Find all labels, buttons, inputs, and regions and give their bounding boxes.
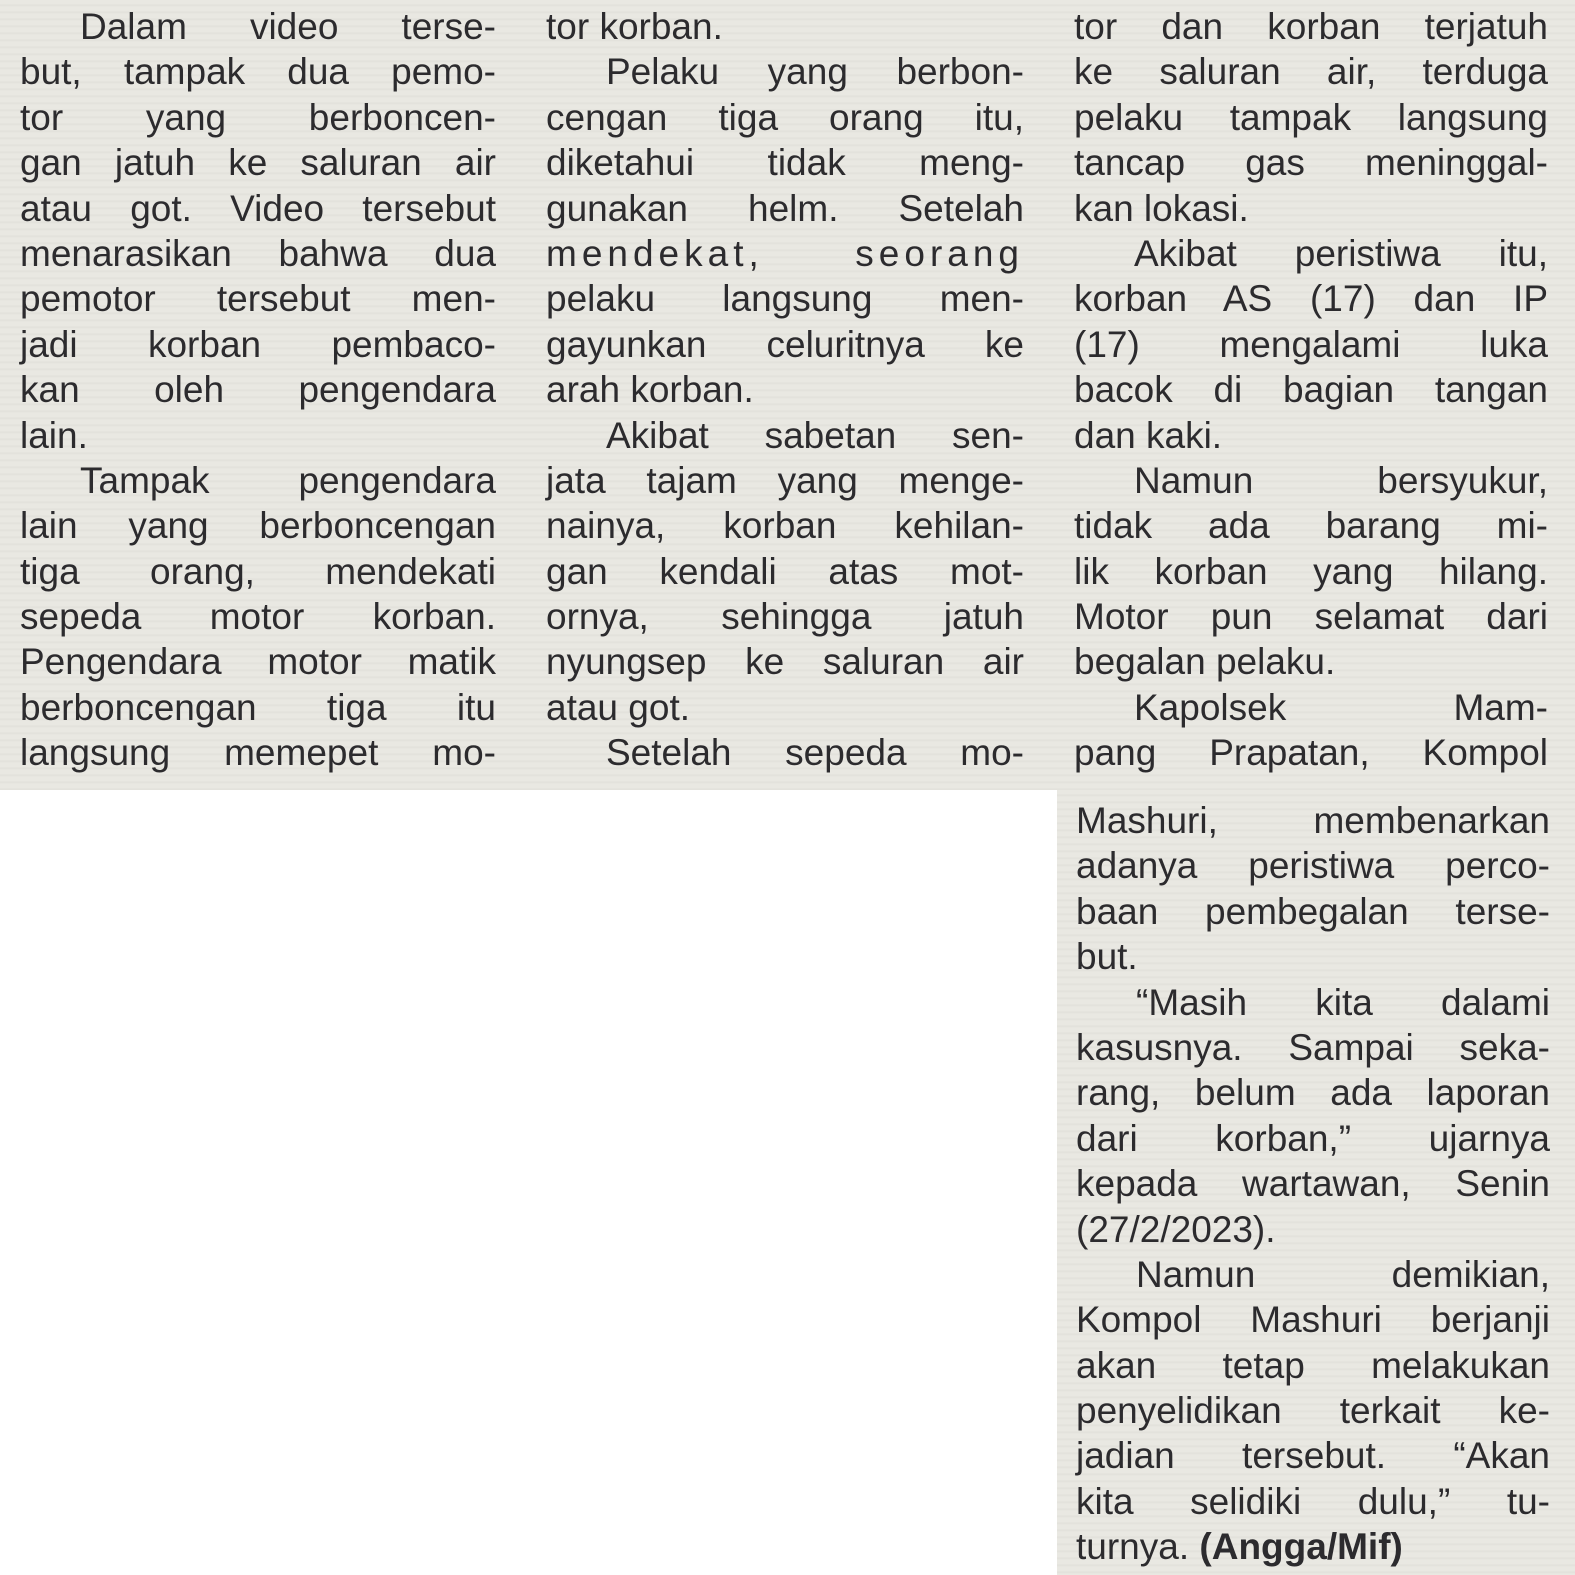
text-line: “Masih kita dalami [1136, 981, 1550, 1023]
text-line: pelaku tampak langsung [1074, 96, 1548, 138]
text-line: tancap gas meninggal- [1074, 142, 1548, 184]
article-column-1 [20, 4, 496, 776]
text-line: pemotor tersebut men- [20, 278, 496, 320]
text-line: Dalam video terse- [80, 6, 496, 47]
text-line: gan kendali atas mot- [546, 550, 1024, 592]
article-column-3-continued [1076, 798, 1550, 1570]
text-line: Setelah sepeda mo- [606, 732, 1024, 774]
text-line: jata tajam yang menge- [546, 459, 1024, 501]
text-line: arah korban. [546, 369, 754, 411]
text-line: Akibat sabetan sen- [606, 414, 1024, 456]
text-line: penyelidikan terkait ke- [1076, 1390, 1550, 1432]
text-line: gunakan helm. Setelah [546, 187, 1024, 229]
text-line: kasusnya. Sampai seka- [1076, 1026, 1550, 1068]
text-line: Namun demikian, [1136, 1253, 1550, 1295]
text-line: diketahui tidak meng- [546, 142, 1024, 184]
text-line: kan oleh pengendara [20, 369, 496, 411]
text-line: dan kaki. [1074, 414, 1223, 456]
text-line: korban AS (17) dan IP [1074, 278, 1548, 320]
text-line: Akibat peristiwa itu, [1134, 232, 1548, 274]
text-line: (17) mengalami luka [1074, 323, 1548, 365]
text-line: jadi korban pembaco- [20, 323, 496, 365]
text-line: Kapolsek Mam- [1134, 686, 1548, 728]
text-line: cengan tiga orang itu, [546, 96, 1024, 138]
text-line: baan pembegalan terse- [1076, 890, 1550, 932]
text-line: begalan pelaku. [1074, 641, 1336, 683]
text-line: tiga orang, mendekati [20, 550, 496, 592]
text-line: tor korban. [546, 6, 723, 47]
text-line: atau got. [546, 686, 691, 728]
text-line: gan jatuh ke saluran air [20, 142, 496, 184]
text-line: ke saluran air, terduga [1074, 51, 1548, 93]
article-column-3 [1074, 4, 1548, 776]
text-line: nainya, korban kehilan- [546, 505, 1024, 547]
text-line: nyungsep ke saluran air [546, 641, 1024, 683]
text-line: Kompol Mashuri berjanji [1076, 1299, 1550, 1341]
text-line: lik korban yang hilang. [1074, 550, 1548, 592]
text-line: (27/2/2023). [1076, 1208, 1276, 1250]
text-line: tidak ada barang mi- [1074, 505, 1548, 547]
text-line: Tampak pengendara [80, 459, 496, 501]
text-line: tor yang berboncen- [20, 96, 496, 138]
text-line: atau got. Video tersebut [20, 187, 496, 229]
text-line: mendekat, seorang [546, 232, 1024, 274]
article-column-2 [546, 4, 1024, 776]
text-line: but. [1076, 936, 1138, 978]
text-line: but, tampak dua pemo- [20, 51, 496, 93]
text-line: Motor pun selamat dari [1074, 596, 1548, 638]
text-line: lain yang berboncengan [20, 505, 496, 547]
text-line: kita selidiki dulu,” tu- [1076, 1480, 1550, 1522]
text-line: Namun bersyukur, [1134, 459, 1548, 501]
text-line: ornya, sehingga jatuh [546, 596, 1024, 638]
text-line: pelaku langsung men- [546, 278, 1024, 320]
text-line: Pelaku yang berbon- [606, 51, 1024, 93]
text-line-final [1076, 1524, 1550, 1569]
text-line: dari korban,” ujarnya [1076, 1117, 1550, 1159]
text-line: Mashuri, membenarkan [1076, 800, 1550, 841]
text-line: Pengendara motor matik [20, 641, 496, 683]
text-line: akan tetap melakukan [1076, 1344, 1550, 1386]
text-line: rang, belum ada laporan [1076, 1072, 1550, 1114]
text-line: adanya peristiwa perco- [1076, 845, 1550, 887]
text-line: tor dan korban terjatuh [1074, 6, 1548, 47]
text-line: sepeda motor korban. [20, 596, 496, 638]
text-line: bacok di bagian tangan [1074, 369, 1548, 411]
text-line: kepada wartawan, Senin [1076, 1163, 1550, 1205]
text-line: berboncengan tiga itu [20, 686, 496, 728]
text-line: langsung memepet mo- [20, 732, 496, 774]
final-line-text: turnya. [1076, 1526, 1200, 1568]
text-line: kan lokasi. [1074, 187, 1249, 229]
text-line: pang Prapatan, Kompol [1074, 732, 1548, 774]
byline: (Angga/Mif) [1199, 1526, 1403, 1568]
text-line: menarasikan bahwa dua [20, 232, 496, 274]
text-line: lain. [20, 414, 88, 456]
text-line: gayunkan celuritnya ke [546, 323, 1024, 365]
text-line: jadian tersebut. “Akan [1076, 1435, 1550, 1477]
